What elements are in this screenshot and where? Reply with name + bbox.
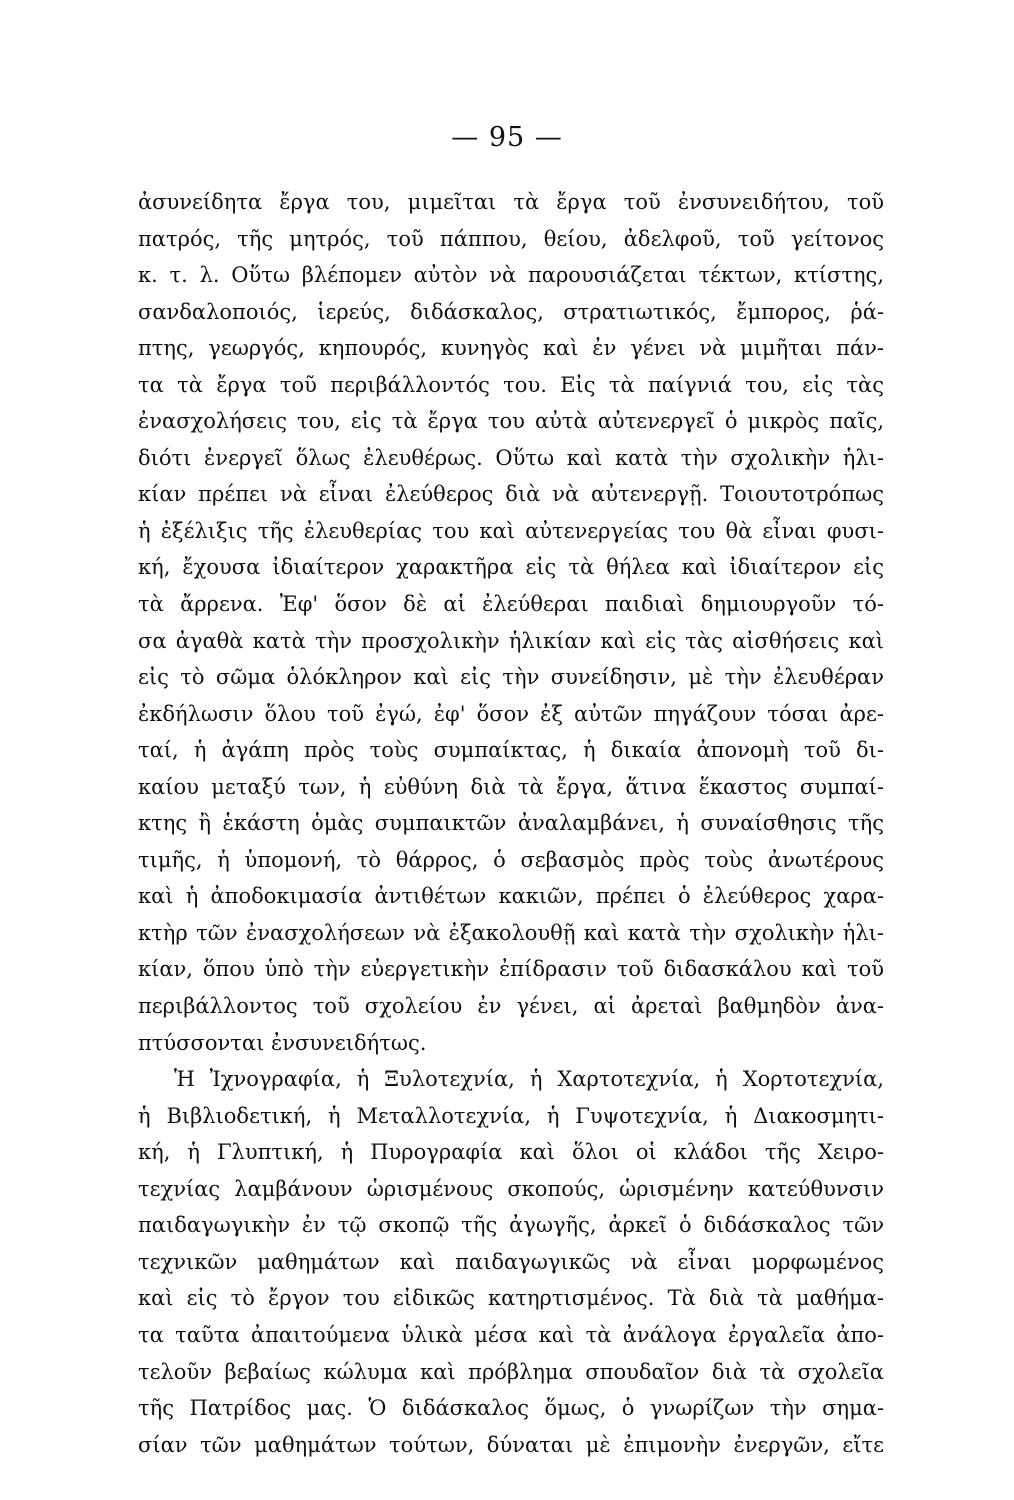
text-line: καὶ ἡ ἀποδοκιμασία ἀντιθέτων κακιῶν, πρέπει ὁ ἐλεύθερος χαρα- xyxy=(138,884,884,909)
text-line: πτης, γεωργός, κηπουρός, κυνηγὸς καὶ ἐν γένει νὰ μιμῆται πάν- xyxy=(138,336,884,361)
text-line: ἐκδήλωσιν ὅλου τοῦ ἐγώ, ἐφ' ὅσον ἐξ αὐτῶν πηγάζουν τόσαι ἀρε- xyxy=(138,701,884,726)
text-line: ἐνασχολήσεις του, εἰς τὰ ἔργα του αὐτὰ αὐτενεργεῖ ὁ μικρὸς παῖς, xyxy=(138,409,884,434)
text-line: κίαν, ὅπου ὑπὸ τὴν εὐεργετικὴν ἐπίδρασιν τοῦ διδασκάλου καὶ τοῦ xyxy=(138,957,884,982)
text-line: ἡ Βιβλιοδετική, ἡ Μεταλλοτεχνία, ἡ Γυψοτεχνία, ἡ Διακοσμητι- xyxy=(138,1103,884,1128)
text-line: τα ταῦτα ἀπαιτούμενα ὑλικὰ μέσα καὶ τὰ ἀνάλογα ἐργαλεῖα ἀπο- xyxy=(138,1322,884,1347)
text-line: τα τὰ ἔργα τοῦ περιβάλλοντός του. Εἰς τὰ παίγνιά του, εἰς τὰς xyxy=(138,372,884,397)
text-line: εἰς τὸ σῶμα ὁλόκληρον καὶ εἰς τὴν συνείδησιν, μὲ τὴν ἐλευθέραν xyxy=(138,665,884,690)
body-text xyxy=(138,184,884,1463)
text-line: καὶ εἰς τὸ ἔργον του εἰδικῶς κατηρτισμένος. Τὰ διὰ τὰ μαθήμα- xyxy=(138,1286,884,1311)
text-line: κή, ἔχουσα ἰδιαίτερον χαρακτῆρα εἰς τὰ θήλεα καὶ ἰδιαίτερον εἰς xyxy=(138,555,884,580)
text-line: Ἡ Ἰχνογραφία, ἡ Ξυλοτεχνία, ἡ Χαρτοτεχνία, ἡ Χορτοτεχνία, xyxy=(174,1067,884,1092)
text-line: διότι ἐνεργεῖ ὅλως ἐλευθέρως. Οὕτω καὶ κατὰ τὴν σχολικὴν ἡλι- xyxy=(138,445,884,470)
text-line: κίαν πρέπει νὰ εἶναι ἐλεύθερος διὰ νὰ αὐτενεργῇ. Τοιουτοτρόπως xyxy=(138,482,884,507)
text-line: πτύσσονται ἐνσυνειδήτως. xyxy=(138,1030,427,1055)
text-line: ἀσυνείδητα ἔργα του, μιμεῖται τὰ ἔργα τοῦ ἐνσυνειδήτου, τοῦ xyxy=(138,190,884,214)
text-line: παιδαγωγικὴν ἐν τῷ σκοπῷ τῆς ἀγωγῆς, ἀρκεῖ ὁ διδάσκαλος τῶν xyxy=(138,1213,884,1238)
text-line: καίου μεταξύ των, ἡ εὐθύνη διὰ τὰ ἔργα, ἅτινα ἕκαστος συμπαί- xyxy=(138,774,884,799)
text-line: τιμῆς, ἡ ὑπομονή, τὸ θάρρος, ὁ σεβασμὸς πρὸς τοὺς ἀνωτέρους xyxy=(138,847,884,872)
text-line: ταί, ἡ ἀγάπη πρὸς τοὺς συμπαίκτας, ἡ δικαία ἀπονομὴ τοῦ δι- xyxy=(138,738,884,763)
text-line: κ. τ. λ. Οὕτω βλέπομεν αὐτὸν νὰ παρουσιάζεται τέκτων, κτίστης, xyxy=(138,263,884,288)
text-line: σίαν τῶν μαθημάτων τούτων, δύναται μὲ ἐπιμονὴν ἐνεργῶν, εἴτε xyxy=(138,1432,884,1457)
page-number: — 95 — xyxy=(451,122,563,153)
text-line: τελοῦν βεβαίως κώλυμα καὶ πρόβλημα σπουδαῖον διὰ τὰ σχολεῖα xyxy=(138,1359,884,1384)
text-line: τεχνικῶν μαθημάτων καὶ παιδαγωγικῶς νὰ εἶναι μορφωμένος xyxy=(138,1249,884,1274)
text-line: σανδαλοποιός, ἱερεύς, διδάσκαλος, στρατιωτικός, ἔμπορος, ῥά- xyxy=(138,299,884,324)
text-line: ἡ ἐξέλιξις τῆς ἐλευθερίας του καὶ αὐτενεργείας του θὰ εἶναι φυσι- xyxy=(138,518,884,543)
text-line: τὰ ἄρρενα. Ἐφ' ὅσον δὲ αἱ ἐλεύθεραι παιδιαὶ δημιουργοῦν τό- xyxy=(138,592,884,617)
text-line: περιβάλλοντος τοῦ σχολείου ἐν γένει, αἱ ἀρεταὶ βαθμηδὸν ἀνα- xyxy=(138,994,884,1019)
text-line: τεχνίας λαμβάνουν ὡρισμένους σκοπούς, ὡρισμένην κατεύθυνσιν xyxy=(138,1176,884,1201)
text-line: σα ἀγαθὰ κατὰ τὴν προσχολικὴν ἡλικίαν καὶ εἰς τὰς αἰσθήσεις καὶ xyxy=(138,628,884,653)
text-line: κτὴρ τῶν ἐνασχολήσεων νὰ ἐξακολουθῇ καὶ κατὰ τὴν σχολικὴν ἡλι- xyxy=(138,920,884,945)
text-line: τῆς Πατρίδος μας. Ὁ διδάσκαλος ὅμως, ὁ γνωρίζων τὴν σημα- xyxy=(138,1396,884,1421)
text-line: κτης ἢ ἑκάστη ὁμὰς συμπαικτῶν ἀναλαμβάνει, ἡ συναίσθησις τῆς xyxy=(138,811,884,836)
text-line: πατρός, τῆς μητρός, τοῦ πάππου, θείου, ἀδελφοῦ, τοῦ γείτονος xyxy=(138,226,884,251)
text-line: κή, ἡ Γλυπτική, ἡ Πυρογραφία καὶ ὅλοι οἱ κλάδοι τῆς Χειρο- xyxy=(138,1140,884,1165)
